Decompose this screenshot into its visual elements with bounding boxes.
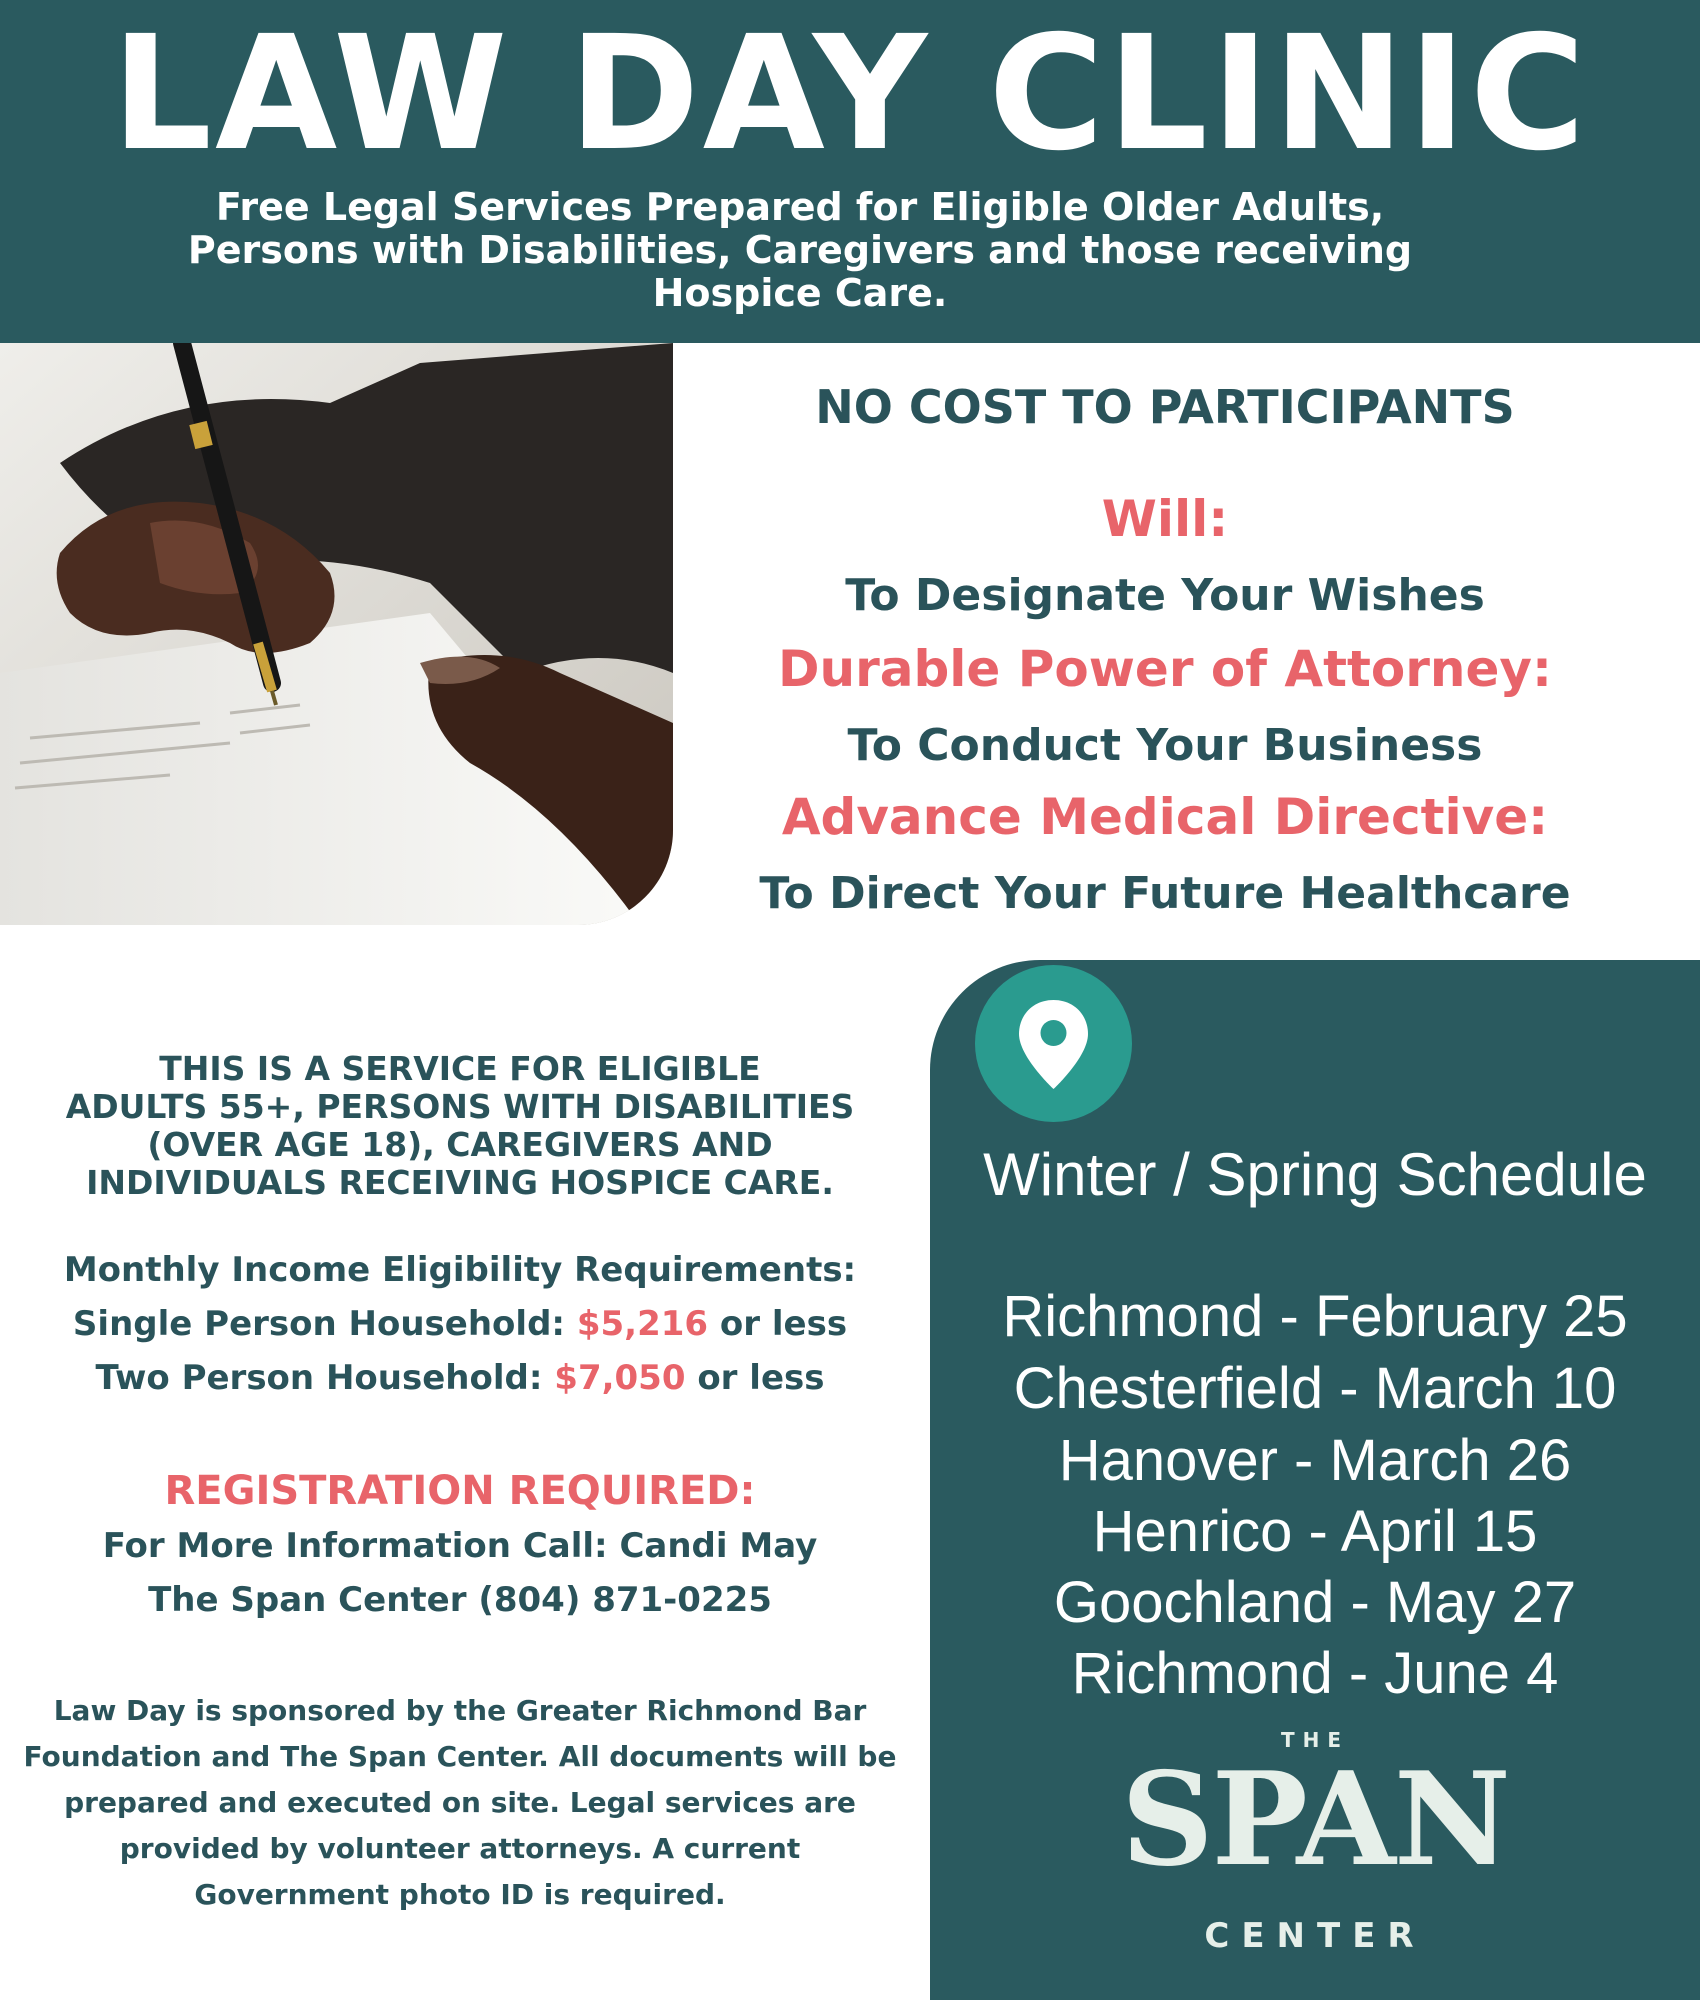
single-household-amount: $5,216 (576, 1304, 709, 1344)
registration-heading: REGISTRATION REQUIRED: (164, 1468, 756, 1514)
eligibility-line-2: ADULTS 55+, PERSONS WITH DISABILITIES (65, 1087, 855, 1126)
single-household-label: Single Person Household: (72, 1304, 566, 1344)
eligibility-line-4: INDIVIDUALS RECEIVING HOSPICE CARE. (86, 1163, 834, 1202)
logo-center: CENTER (1204, 1916, 1426, 1956)
schedule-date-5: Goochland - May 27 (1053, 1570, 1577, 1635)
signing-document-photo (0, 343, 673, 925)
service-desc-will: To Designate Your Wishes (845, 570, 1485, 621)
single-household-suffix: or less (719, 1304, 848, 1344)
schedule-date-4: Henrico - April 15 (1092, 1499, 1538, 1564)
income-heading: Monthly Income Eligibility Requirements: (63, 1250, 857, 1290)
main-title: LAW DAY CLINIC (111, 2, 1589, 186)
registration-info: For More Information Call: Candi May (102, 1526, 818, 1566)
two-household-amount: $7,050 (554, 1358, 686, 1398)
header-subtitle: Free Legal Services Prepared for Eligible Older Adults, Persons with Disabilities, Caregivers and those receiving Hospice Care. (187, 185, 1413, 315)
registration-phone: The Span Center (804) 871-0225 (148, 1580, 772, 1620)
no-cost-heading: NO COST TO PARTICIPANTS (815, 380, 1515, 434)
header-banner (0, 0, 1700, 343)
schedule-date-2: Chesterfield - March 10 (1013, 1356, 1617, 1421)
two-household-income (20, 1358, 900, 1398)
sponsor-text: Law Day is sponsored by the Greater Richmond Bar Foundation and The Span Center. All documents will be prepared and executed on site. Legal services are provided by volunteer attorneys. A current Government photo ID is required. (23, 1694, 897, 1911)
service-desc-medical-directive: To Direct Your Future Healthcare (759, 868, 1571, 919)
eligibility-line-1: THIS IS A SERVICE FOR ELIGIBLE (159, 1049, 761, 1088)
service-title-will: Will: (1101, 490, 1229, 548)
service-title-power-of-attorney: Durable Power of Attorney: (777, 640, 1553, 698)
eligibility-line-3: (OVER AGE 18), CAREGIVERS AND (147, 1125, 773, 1164)
schedule-date-3: Hanover - March 26 (1058, 1428, 1572, 1493)
schedule-date-1: Richmond - February 25 (1002, 1284, 1628, 1349)
logo-the: THE (1280, 1728, 1350, 1752)
schedule-date-6: Richmond - June 4 (1071, 1641, 1559, 1706)
service-desc-power-of-attorney: To Conduct Your Business (847, 720, 1483, 771)
schedule-heading: Winter / Spring Schedule (983, 1141, 1647, 1208)
single-household-income (20, 1304, 900, 1344)
two-household-suffix: or less (697, 1358, 825, 1398)
location-pin-icon (975, 965, 1132, 1122)
service-title-medical-directive: Advance Medical Directive: (781, 788, 1549, 846)
two-household-label: Two Person Household: (95, 1358, 543, 1398)
logo-span: SPAN (1121, 1745, 1509, 1895)
